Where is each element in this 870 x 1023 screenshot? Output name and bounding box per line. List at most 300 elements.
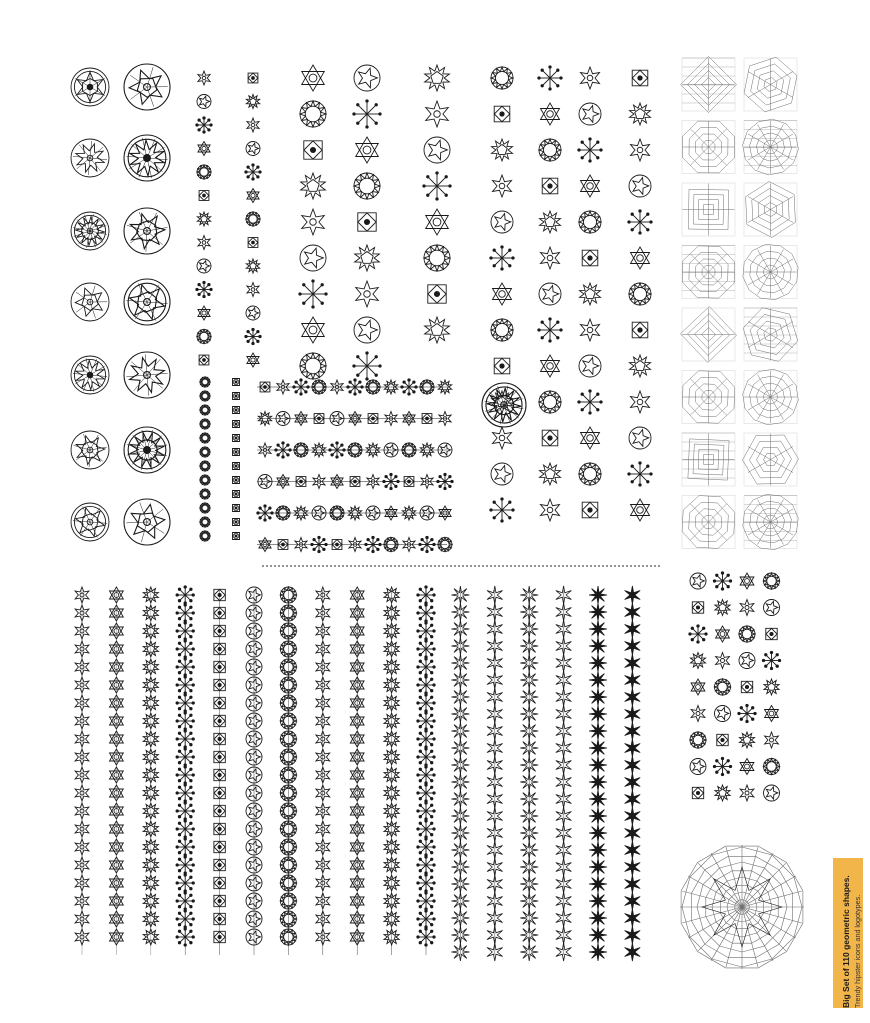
border-motif [176, 586, 194, 604]
horizontal-border [257, 536, 452, 552]
small-icon [196, 281, 212, 297]
border-star [589, 773, 607, 791]
vertical-border [246, 587, 262, 955]
border-star [589, 807, 607, 825]
small-icon [198, 236, 210, 250]
vertical-border [625, 586, 641, 961]
small-icon [494, 106, 510, 122]
mini-icon [762, 651, 780, 669]
border-star [589, 943, 607, 961]
small-icon [538, 318, 562, 342]
mini-icon [740, 600, 754, 616]
mini-icon [765, 732, 779, 748]
pattern-tile [682, 433, 735, 486]
small-icon [354, 173, 380, 199]
pattern-tile [743, 119, 799, 175]
border-star [589, 637, 607, 655]
vertical-border [110, 587, 124, 955]
border-star [589, 671, 607, 689]
horizontal-border-motif [329, 442, 345, 458]
small-icon [354, 65, 380, 91]
small-icon [246, 142, 260, 156]
small-icon [355, 245, 380, 271]
vertical-strip-motif [200, 433, 210, 443]
vertical-border [280, 587, 296, 955]
mini-icon [765, 706, 779, 722]
small-icon [494, 358, 510, 374]
border-star [589, 654, 607, 672]
small-icon [426, 209, 449, 235]
pattern-tile [743, 433, 799, 486]
horizontal-border [257, 473, 453, 489]
small-icon [631, 247, 650, 269]
vertical-strip-motif [233, 519, 240, 526]
border-star [625, 858, 641, 876]
border-star [589, 739, 607, 757]
label-title: Big Set of 110 geometric shapes. [841, 875, 851, 1008]
small-icon [425, 65, 450, 91]
small-icon [629, 175, 651, 197]
border-motif [417, 802, 435, 820]
vertical-strip-motif [233, 477, 240, 484]
round-pattern [680, 845, 804, 969]
small-icon [628, 210, 652, 234]
border-star [625, 739, 641, 757]
pattern-tile [682, 371, 735, 424]
border-star [589, 586, 607, 604]
mini-icon [739, 653, 755, 669]
small-icon [578, 138, 602, 162]
border-star [589, 705, 607, 723]
vertical-strip-motif [200, 503, 210, 513]
small-icons-group [196, 65, 652, 522]
small-icon [300, 353, 326, 379]
horizontal-border-motif [383, 473, 399, 489]
small-icon [199, 191, 209, 201]
small-icon [300, 245, 326, 271]
vertical-strip-motif [233, 435, 240, 442]
vertical-border [75, 587, 89, 955]
border-star [589, 790, 607, 808]
border-motif [417, 730, 435, 748]
mini-icon [738, 704, 756, 722]
mini-icon [740, 573, 754, 589]
border-star [625, 705, 641, 723]
small-icon [245, 164, 261, 180]
mini-icon [692, 787, 703, 798]
border-star [625, 620, 641, 638]
small-icon [424, 137, 450, 163]
small-icon [248, 73, 258, 83]
border-motif [417, 838, 435, 856]
border-motif [417, 694, 435, 712]
vertical-strip-motif [233, 533, 240, 540]
small-icon [582, 502, 598, 518]
border-star [625, 688, 641, 706]
border-star [589, 688, 607, 706]
small-icon [632, 322, 648, 338]
vertical-strip-motif [200, 405, 210, 415]
vertical-border [384, 587, 399, 955]
small-icon [579, 103, 601, 125]
small-icon [199, 355, 209, 365]
small-icon [581, 175, 600, 197]
pattern-tile [681, 57, 737, 113]
large-emblem [124, 279, 170, 325]
vertical-strip-motif [233, 393, 240, 400]
vertical-border [176, 586, 194, 955]
border-star [589, 926, 607, 944]
border-motif [176, 820, 194, 838]
vertical-border [417, 586, 435, 955]
border-star [625, 790, 641, 808]
small-icon [482, 383, 526, 427]
pattern-tile [743, 369, 799, 425]
border-motif [176, 838, 194, 856]
small-icon [197, 165, 211, 179]
vertical-strip-motif [233, 449, 240, 456]
border-star [625, 909, 641, 927]
border-motif [417, 820, 435, 838]
horizontal-border-motif [257, 505, 273, 521]
small-icon [631, 391, 650, 413]
small-icon [301, 173, 326, 199]
pattern-tile [743, 494, 798, 549]
pattern-tile [682, 496, 735, 549]
horizontal-border-motif [401, 379, 417, 395]
border-motif [176, 856, 194, 874]
small-icon [628, 462, 652, 486]
small-icon [198, 306, 210, 320]
small-icon [198, 71, 210, 85]
small-icon [629, 283, 651, 305]
border-star [625, 875, 641, 893]
small-icon [247, 283, 259, 297]
large-emblem [71, 503, 109, 541]
small-icon [300, 101, 326, 127]
mini-icon [717, 734, 728, 745]
horizontal-border [257, 379, 452, 395]
small-icon [491, 211, 513, 233]
vertical-strip-motif [233, 491, 240, 498]
small-icon [631, 139, 650, 161]
small-icon [540, 463, 561, 485]
label-subtitle: Trendy hipster icons and logotypes. [853, 894, 862, 1008]
vertical-border [214, 589, 225, 955]
horizontal-border-motif [419, 536, 435, 552]
small-icon [246, 95, 259, 109]
vertical-strip-motif [200, 461, 210, 471]
border-star [625, 586, 641, 604]
horizontal-border [257, 505, 451, 521]
small-icon [539, 139, 561, 161]
border-motif [176, 622, 194, 640]
small-icon [538, 66, 562, 90]
horizontal-border-motif [311, 536, 327, 552]
border-star [625, 637, 641, 655]
border-motif [417, 910, 435, 928]
mini-icon [715, 679, 731, 695]
border-star [589, 756, 607, 774]
horizontal-border-motif [275, 442, 291, 458]
horizontal-border-motif [293, 379, 309, 395]
horizontal-borders-group [200, 377, 453, 553]
border-star [589, 824, 607, 842]
vertical-strip-motif [200, 475, 210, 485]
border-motif [176, 712, 194, 730]
mini-icon [716, 626, 730, 642]
border-star [625, 671, 641, 689]
vertical-strip-motif [233, 407, 240, 414]
border-motif [417, 874, 435, 892]
vertical-strip-motif [200, 377, 210, 387]
mini-icon [690, 759, 706, 775]
small-icon [581, 319, 600, 341]
small-icon [542, 178, 558, 194]
large-emblem [71, 356, 109, 394]
mini-icon [764, 573, 780, 589]
small-icon [246, 212, 260, 226]
border-star [589, 875, 607, 893]
small-icon [579, 211, 601, 233]
border-motif [176, 874, 194, 892]
small-icon [490, 246, 514, 270]
small-icon [426, 101, 449, 127]
border-motif [417, 766, 435, 784]
small-icon [302, 317, 325, 343]
small-icon [197, 330, 211, 344]
small-icon [541, 355, 560, 377]
border-motif [176, 694, 194, 712]
border-motif [176, 928, 194, 946]
mini-icon [739, 732, 754, 748]
small-icon [247, 189, 259, 203]
pattern-tile [682, 121, 735, 174]
pattern-tile [744, 57, 797, 112]
vertical-border [556, 586, 572, 961]
border-motif [176, 730, 194, 748]
small-icon [356, 137, 379, 163]
vertical-strip-motif [200, 447, 210, 457]
border-motif [417, 784, 435, 802]
small-icon [541, 103, 560, 125]
small-icon [424, 245, 450, 271]
border-motif [176, 604, 194, 622]
vertical-strip-motif [200, 517, 210, 527]
vertical-border [589, 586, 607, 961]
horizontal-border-motif [347, 379, 363, 395]
small-icon [630, 103, 651, 125]
border-motif [417, 928, 435, 946]
mini-icon [715, 706, 731, 722]
mini-icon [715, 600, 730, 616]
border-motif [176, 910, 194, 928]
small-icon [353, 100, 381, 128]
small-icon [582, 250, 598, 266]
small-icon [247, 353, 259, 367]
border-star [625, 926, 641, 944]
small-icon [490, 498, 514, 522]
small-icon [542, 430, 558, 446]
small-icon [425, 317, 450, 343]
small-icon [248, 238, 258, 248]
small-icon [580, 283, 601, 305]
border-motif [417, 856, 435, 874]
small-icon [539, 391, 561, 413]
small-icon [196, 117, 212, 133]
border-star [625, 722, 641, 740]
mini-icon [691, 679, 705, 695]
border-motif [176, 676, 194, 694]
large-emblem [71, 283, 109, 321]
small-icon [354, 317, 380, 343]
vertical-border [451, 586, 469, 961]
border-motif [417, 622, 435, 640]
pattern-tile [681, 307, 737, 363]
border-star [589, 858, 607, 876]
mini-icon [713, 572, 731, 590]
vertical-border [350, 587, 364, 955]
large-emblem [124, 352, 170, 398]
large-emblem [124, 135, 170, 181]
border-star [589, 722, 607, 740]
large-emblems-group [71, 64, 170, 545]
vertical-strip-motif [233, 505, 240, 512]
mini-icon [764, 785, 780, 801]
large-emblem [124, 64, 170, 110]
border-star [589, 620, 607, 638]
horizontal-border [257, 412, 451, 426]
border-star [625, 773, 641, 791]
large-emblem [71, 431, 109, 469]
small-icon [304, 141, 322, 159]
vertical-border [316, 587, 330, 955]
border-motif [417, 604, 435, 622]
border-motif [417, 586, 435, 604]
small-icon [299, 280, 327, 308]
title-label-box [833, 858, 863, 1008]
small-icon [579, 463, 601, 485]
vertical-strip-motif [233, 421, 240, 428]
border-motif [417, 748, 435, 766]
vertical-strip-motif [200, 419, 210, 429]
border-star [589, 892, 607, 910]
mini-icon [689, 625, 707, 643]
small-icon [493, 427, 512, 449]
border-motif [417, 712, 435, 730]
vertical-border [520, 586, 538, 961]
small-icon [246, 306, 260, 320]
mini-icon [764, 679, 779, 695]
vertical-strip [200, 377, 210, 541]
mini-icon [690, 573, 706, 589]
small-icon [358, 213, 376, 231]
border-motif [417, 676, 435, 694]
border-motif [176, 892, 194, 910]
small-icon [302, 209, 325, 235]
mini-icon [716, 653, 730, 669]
border-star [625, 892, 641, 910]
mini-icon [690, 732, 706, 748]
small-icon [302, 65, 325, 91]
vertical-border [487, 586, 503, 961]
small-icon [493, 175, 512, 197]
small-icon [491, 319, 513, 341]
small-icon [632, 70, 648, 86]
large-emblem [71, 212, 109, 250]
border-star [625, 841, 641, 859]
horizontal-border-motif [437, 473, 453, 489]
mini-icon [713, 757, 731, 775]
pattern-tiles-group [681, 57, 799, 550]
title-label [837, 858, 863, 1008]
large-emblem [124, 499, 170, 545]
large-emblem [124, 208, 170, 254]
vertical-strip [233, 379, 240, 540]
mini-icon [766, 628, 777, 639]
border-star [625, 603, 641, 621]
small-icon [541, 247, 560, 269]
small-icon [581, 67, 600, 89]
small-icon [539, 283, 561, 305]
small-icon [491, 67, 513, 89]
small-icon [581, 427, 600, 449]
border-star [625, 756, 641, 774]
round-pattern-group [680, 845, 804, 969]
vertical-strip-motif [233, 463, 240, 470]
small-icon [579, 355, 601, 377]
pattern-tile [743, 244, 798, 299]
vertical-strip-motif [233, 379, 240, 386]
small-icon [245, 328, 261, 344]
vertical-borders-group [75, 586, 640, 961]
mini-icons-group [689, 572, 781, 801]
border-star [625, 654, 641, 672]
border-star [589, 909, 607, 927]
vertical-strip-motif [200, 531, 210, 541]
border-star [625, 943, 641, 961]
border-motif [417, 658, 435, 676]
vertical-strip-motif [200, 489, 210, 499]
mini-icon [740, 785, 754, 801]
border-motif [417, 892, 435, 910]
small-icon [197, 95, 211, 109]
small-icon [540, 211, 561, 233]
small-icon [629, 427, 651, 449]
vertical-strip-motif [200, 391, 210, 401]
small-icon [541, 499, 560, 521]
pattern-tile [682, 246, 735, 299]
border-motif [176, 766, 194, 784]
mini-icon [690, 653, 705, 669]
mini-icon [741, 681, 752, 692]
mini-icon [715, 785, 730, 801]
border-star [625, 807, 641, 825]
mini-icon [739, 626, 755, 642]
small-icon [492, 139, 513, 161]
border-motif [417, 640, 435, 658]
border-star [589, 841, 607, 859]
small-icon [631, 499, 650, 521]
small-icon [198, 142, 210, 156]
small-icon [246, 259, 259, 273]
small-icon [493, 283, 512, 305]
small-icon [353, 352, 381, 380]
small-icon [197, 212, 210, 226]
border-motif [176, 748, 194, 766]
small-icon [578, 390, 602, 414]
small-icon [247, 118, 259, 132]
